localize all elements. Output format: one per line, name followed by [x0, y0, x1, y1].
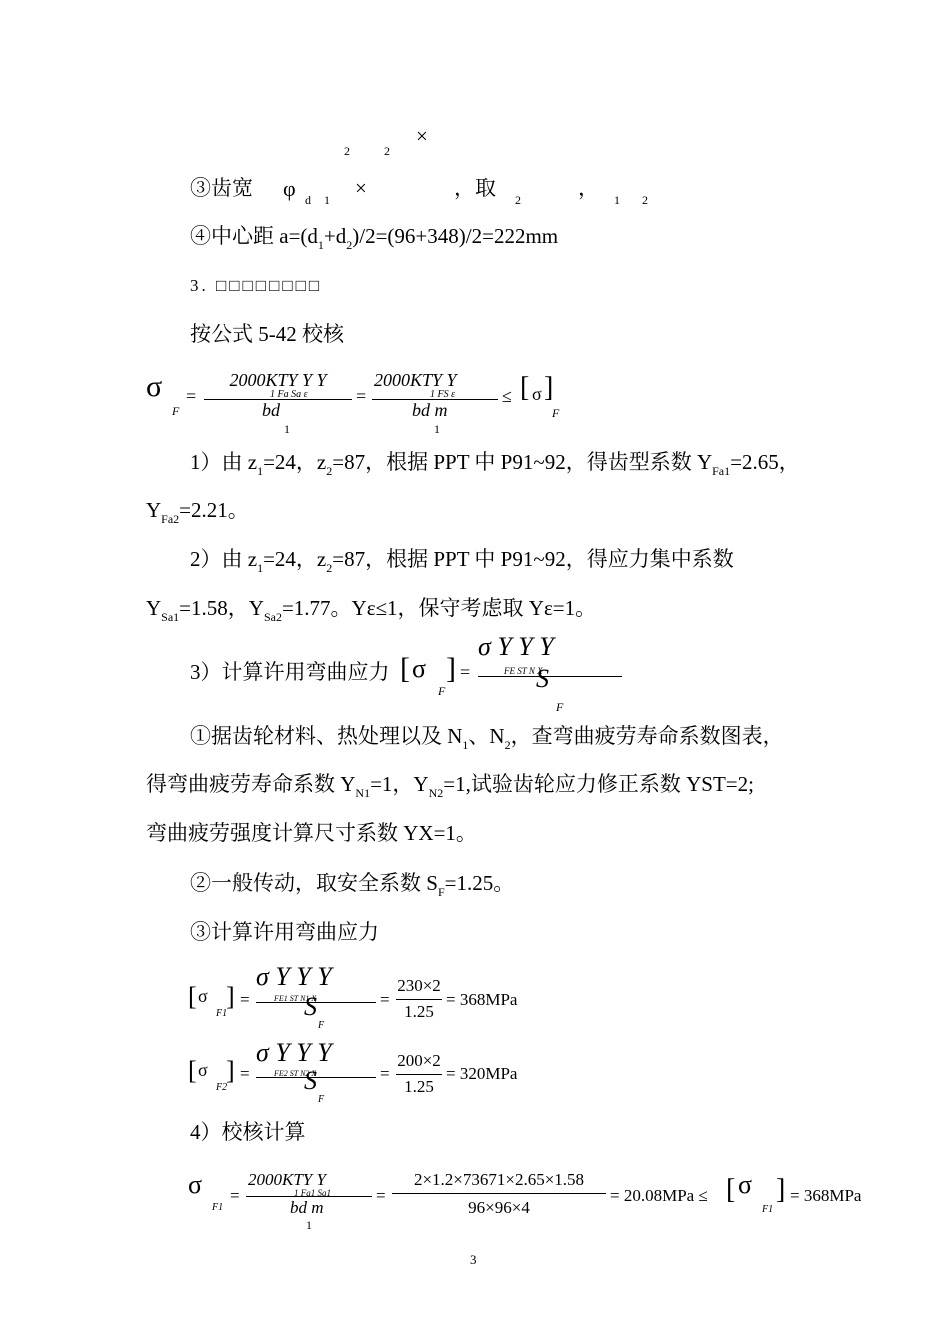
numerator-subscripts: FE2 ST N2 X: [274, 1069, 317, 1078]
step3a-line: [190, 726, 784, 751]
subscript: F: [437, 885, 445, 899]
tooth-width-line: [190, 178, 253, 199]
bracket-sigma: σ: [532, 384, 542, 404]
text-run: Y: [146, 596, 162, 620]
value-denominator: 1.25: [404, 1002, 434, 1021]
sigma-symbol: σ: [198, 986, 208, 1006]
subscript: Fa2: [161, 512, 180, 526]
equals: =: [376, 1186, 386, 1205]
take-text: ，取: [454, 176, 496, 200]
subscript-2: 2: [515, 193, 521, 207]
subscript-F1: F1: [762, 1204, 774, 1215]
numerator-subscripts: FE ST N X: [504, 666, 543, 676]
text-run: 、N: [468, 724, 505, 748]
text-run: =1,试验齿轮应力修正系数 YST=2;: [443, 772, 754, 796]
text-run: 得弯曲疲劳寿命系数 Y: [146, 772, 356, 796]
text-run: =87，根据 PPT 中 P91~92，得应力集中系数: [332, 547, 734, 571]
subscript-b1: 1: [614, 193, 620, 207]
fraction-1: [204, 370, 352, 391]
subscript: N2: [428, 786, 444, 800]
fraction-bar: [392, 1193, 606, 1194]
subscript: Fa1: [712, 464, 731, 478]
numerator-2: 2000KTY Y: [374, 370, 457, 390]
denominator-subscript: F: [318, 1094, 325, 1105]
fragment-subscript: 2: [384, 144, 390, 158]
equals: =: [380, 1064, 390, 1083]
right-bracket: ]: [226, 982, 235, 1011]
times-symbol: ×: [416, 124, 428, 148]
bracket-subscript: F: [552, 406, 560, 420]
subscript: 1: [462, 738, 469, 752]
subscript: 1: [317, 238, 324, 252]
step3-label: 3）计算许用弯曲应力: [190, 660, 390, 684]
text-run: ④中心距 a=(d: [190, 224, 318, 248]
text-run: ①据齿轮材料、热处理以及 N: [190, 724, 463, 748]
text-run: ②一般传动，取安全系数 S: [190, 871, 438, 895]
equals: =: [186, 386, 197, 406]
subscript: 2: [326, 561, 333, 575]
result: = 320MPa: [446, 1064, 518, 1083]
subscript: 2: [346, 238, 353, 252]
subscript: 2: [504, 738, 511, 752]
value-numerator: 200×2: [397, 1051, 441, 1070]
text-run: =1.25。: [444, 871, 515, 895]
subscript: N1: [355, 786, 371, 800]
text-run: =1.58，Y: [179, 596, 264, 620]
value-numerator: 230×2: [397, 976, 441, 995]
times-symbol: ×: [355, 176, 367, 200]
left-bracket: [: [400, 652, 410, 685]
numerator: 2000KTY Y Y: [229, 370, 327, 390]
less-or-equal: ≤: [502, 386, 512, 406]
fraction-bar: [396, 1074, 442, 1075]
intermediate-result: = 20.08MPa ≤: [610, 1186, 708, 1205]
numerator: σ Y Y Y: [478, 632, 554, 661]
step3b-line: [190, 873, 514, 898]
numerator: σ Y Y Y: [256, 1038, 332, 1067]
sigma-symbol: σ: [738, 1170, 753, 1199]
text-run: =1.77。Yε≤1，保守考虑取 Yε=1。: [281, 596, 597, 620]
step3a-line3: 弯曲疲劳强度计算尺寸系数 YX=1。: [146, 821, 477, 845]
sigma-symbol: σ: [412, 654, 427, 683]
sigma-symbol: σ: [198, 1060, 208, 1080]
numerator-subscripts: FE1 ST N1 X: [274, 994, 317, 1003]
sigma-symbol: σ: [188, 1170, 203, 1199]
value-numerator: 2×1.2×73671×2.65×1.58: [413, 1170, 585, 1189]
equals: =: [240, 1064, 250, 1083]
text-run: )/2=(96+348)/2=222mm: [352, 224, 559, 248]
center-distance-line: [190, 226, 558, 251]
numerator: 2000KTY Y: [248, 1170, 326, 1189]
subscript: 1: [257, 464, 264, 478]
step1-line: [190, 452, 800, 477]
subscript-F2: F2: [216, 1082, 228, 1093]
denominator: S: [536, 664, 549, 693]
comma: ，: [578, 176, 599, 200]
text-run: ，查弯曲疲劳寿命系数图表，: [510, 724, 784, 748]
value-denominator: 96×96×4: [468, 1198, 530, 1217]
fraction-bar: [246, 1196, 372, 1197]
subscript-F: F: [438, 684, 446, 698]
subscript-F: F: [172, 404, 180, 418]
step3a-line2: [146, 774, 754, 799]
left-bracket: [: [188, 982, 197, 1011]
text-run: =24，z: [263, 450, 327, 474]
step2-line: [190, 549, 734, 574]
denominator-subscript: 1: [284, 422, 290, 436]
subscript-F1: F1: [216, 1008, 228, 1019]
denominator: S: [304, 1066, 317, 1095]
value-denominator: 1.25: [404, 1077, 434, 1096]
section-heading: 3. □□□□□□□□: [190, 276, 323, 295]
right-bracket: ]: [776, 1174, 786, 1205]
subscript: 1: [257, 561, 264, 575]
numerator: σ Y Y Y: [256, 962, 332, 991]
text-run: 2）由 z: [190, 547, 258, 571]
formula-intro: 按公式 5-42 校核: [190, 322, 344, 346]
final-result: = 368MPa: [790, 1186, 862, 1205]
text-run: 1）由 z: [190, 450, 258, 474]
text-run: =87，根据 PPT 中 P91~92，得齿型系数 Y: [332, 450, 713, 474]
denominator-subscript: 1: [306, 1218, 312, 1232]
subscript-d: d: [305, 193, 311, 207]
equals: =: [460, 662, 471, 682]
denominator-2: bd m: [412, 400, 448, 420]
left-bracket: [: [188, 1056, 197, 1085]
result: = 368MPa: [446, 990, 518, 1009]
step4-label: 4）校核计算: [190, 1120, 306, 1144]
numerator-2-subscripts: 1 FS ε: [430, 389, 456, 400]
right-bracket: ]: [446, 652, 456, 685]
left-bracket: [: [520, 372, 530, 403]
subscript-F1: F1: [212, 1202, 224, 1213]
numerator-subscripts: 1 Fa1 Sa1: [294, 1188, 331, 1198]
equals: =: [356, 386, 367, 406]
page-number: 3: [470, 1252, 477, 1267]
denominator-2-subscript: 1: [434, 422, 440, 436]
text-run: =2.21。: [179, 498, 249, 522]
equals: =: [230, 1186, 240, 1205]
step1-line2: [146, 500, 249, 525]
subscript: 2: [326, 464, 333, 478]
text-run: Y: [146, 498, 162, 522]
step3c-line: ③计算许用弯曲应力: [190, 920, 379, 944]
denominator: S: [304, 992, 317, 1021]
text-run: +d: [323, 224, 347, 248]
tooth-width-label: ③齿宽: [190, 176, 253, 200]
denominator-subscript: F: [318, 1020, 325, 1031]
numerator-subscripts: 1 Fa Sa ε: [270, 389, 308, 400]
denominator: bd: [262, 400, 280, 420]
step2-line2: [146, 598, 596, 623]
denominator-subscript: F: [556, 700, 564, 714]
right-bracket: ]: [544, 372, 554, 403]
subscript-b2: 2: [642, 193, 648, 207]
text-run: =24，z: [263, 547, 327, 571]
fraction-bar: [478, 676, 622, 677]
subscript-1: 1: [324, 193, 330, 207]
equals: =: [380, 990, 390, 1009]
sigma-symbol: σ: [146, 370, 163, 403]
phi-symbol: φ: [283, 176, 296, 201]
equals: =: [240, 990, 250, 1009]
text-run: =2.65，: [730, 450, 800, 474]
subscript: Sa1: [161, 610, 180, 624]
denominator: bd m: [290, 1198, 324, 1217]
fraction-bar: [396, 999, 442, 1000]
left-bracket: [: [726, 1174, 736, 1205]
right-bracket: ]: [226, 1056, 235, 1085]
text-run: =1，Y: [370, 772, 429, 796]
fragment-subscript: 2: [344, 144, 350, 158]
subscript: Sa2: [263, 610, 282, 624]
